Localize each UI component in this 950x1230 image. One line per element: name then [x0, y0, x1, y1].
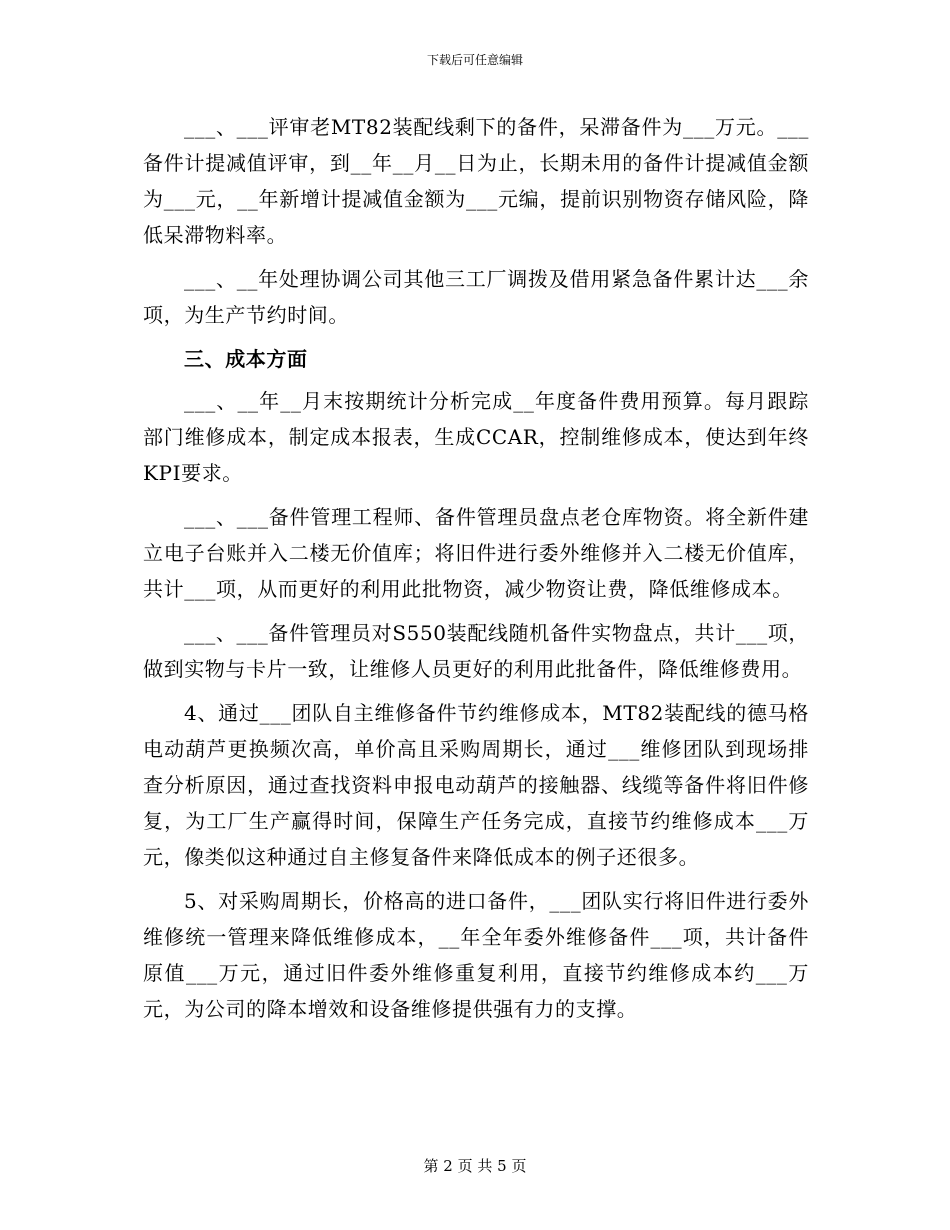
- page-footer: 第 2 页 共 5 页: [423, 1157, 527, 1175]
- paragraph-emergency-spares-transfer: ___、__年处理协调公司其他三工厂调拨及借用紧急备件累计达___余项，为生产节约时间。: [143, 267, 809, 327]
- paragraph-old-warehouse-inventory: ___、___备件管理工程师、备件管理员盘点老仓库物资。将全新件建立电子台账并入二楼无价值库；将旧件进行委外维修并入二楼无价值库，共计___项，从而更好的利用此批物资，减少物资让费，降低维修成本。: [143, 505, 809, 601]
- paragraph-budget-analysis: ___、__年__月末按期统计分析完成__年度备件费用预算。每月跟踪部门维修成本，制定成本报表，生成CCAR，控制维修成本，使达到年终KPI要求。: [143, 389, 809, 485]
- paragraph-self-repair: 4、通过___团队自主维修备件节约维修成本，MT82装配线的德马格电动葫芦更换频次高，单价高且采购周期长，通过___维修团队到现场排查分析原因，通过查找资料申报电动葫芦的接触器、线缆等备件将旧件修复，为工厂生产赢得时间，保障生产任务完成，直接节约维修成本___万元，像类似这种通过自主修复备件来降低成本的例子还很多。: [143, 701, 809, 869]
- paragraph-s550-inventory: ___、___备件管理员对S550装配线随机备件实物盘点，共计___项，做到实物与卡片一致，让维修人员更好的利用此批备件，降低维修费用。: [143, 621, 809, 681]
- page-header: 下载后可任意编辑: [426, 53, 523, 67]
- section-heading-cost: 三、成本方面: [184, 347, 308, 371]
- paragraph-obsolete-spares-review: ___、___评审老MT82装配线剩下的备件，呆滞备件为___万元。___备件计提减值评审，到__年__月__日为止，长期未用的备件计提减值金额为___元，__年新增计提减值金额为___元编，提前识别物资存储风险，降低呆滞物料率。: [143, 115, 809, 247]
- paragraph-outsourced-repair: 5、对采购周期长，价格高的进口备件，___团队实行将旧件进行委外维修统一管理来降低维修成本，__年全年委外维修备件___项，共计备件原值___万元，通过旧件委外维修重复利用，直接节约维修成本约___万元，为公司的降本增效和设备维修提供强有力的支撑。: [143, 889, 809, 1021]
- document-body: [143, 109, 809, 1035]
